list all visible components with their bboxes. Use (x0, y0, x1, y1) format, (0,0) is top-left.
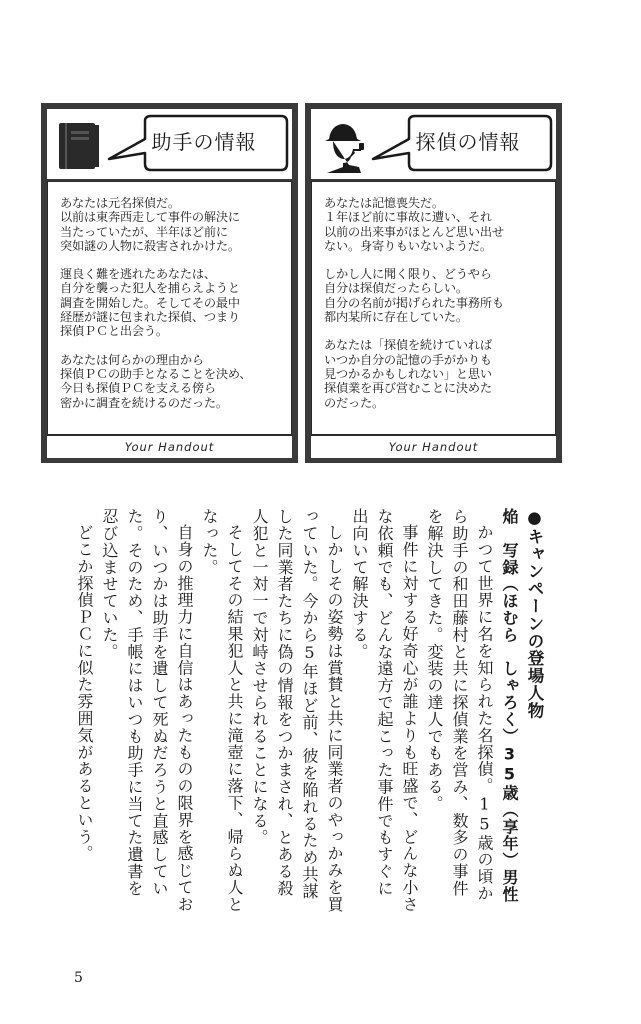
handout-paragraph: しかし人に聞く限り、どうやら 自分は探偵だったらしい。 自分の名前が掲げられた事務所も 都内某所に存在していた。 (324, 267, 504, 325)
handout-paragraph: あなたは「探偵を続けていれば いつか自分の記憶の手がかりも 見つかるかもしれない」と思い 探偵業を再び営むことに決めた のだった。 (324, 338, 492, 410)
handout-paragraph: 運良く難を逃れたあなたは、 自分を襲った犯人を捕らえようと 調査を開始した。そしてその最中 経歴が謎に包まれた探偵、つまり 探偵ＰＣと出会う。 (60, 267, 240, 339)
handout-body (311, 181, 556, 435)
handout-card-assistant (41, 103, 298, 463)
handout-footer (311, 435, 556, 458)
handout-paragraph: あなたは何らかの理由から 探偵ＰＣの助手となることを決め、 今日も探偵ＰＣを支える傍ら 密かに調査を続けるのだった。 (60, 352, 252, 410)
handout-title: 探偵の情報 (415, 129, 521, 154)
article-paragraph: どこか探偵ＰＣに似た雰囲気があるという。 (75, 524, 94, 862)
article-paragraph: しかしその姿勢は賞賛と共に同業者のやっかみを買っていた。今から5年ほど前、彼を陥れるため共謀した同業者たちに偽の情報をつかまされ、とある殺人犯と一対一で対峙させられることになる。 (250, 508, 344, 913)
book-icon (57, 119, 101, 173)
handout-card-detective (305, 103, 562, 463)
character-name-line: 焔 写録（ほむら しゃろく）35歳（享年）男性 (500, 508, 519, 903)
detective-silhouette-icon (321, 119, 365, 173)
article-paragraph: 自身の推理力に自信はあったものの限界を感じており、いつかは助手を遺して死ぬだろうと直感していた。そのため、手帳にはいつも助手に当てた遺書を忍び込ませていた。 (100, 508, 194, 913)
article-paragraph: そしてその結果犯人と共に滝壺に落下、帰らぬ人となった。 (200, 508, 244, 913)
handout-paragraph: あなたは記憶喪失だ。 １年ほど前に事故に遭い、それ 以前の出来事がほとんど思い出せ ない。身寄りもいないようだ。 (324, 196, 504, 253)
handout-body (47, 181, 292, 435)
handout-title: 助手の情報 (151, 129, 257, 154)
footer-label: Your Handout (124, 440, 215, 454)
character-article (72, 508, 547, 913)
article-paragraph: 事件に対する好奇心が誰よりも旺盛で、どんな小さな依頼でも、どんな遠方で起こった事件でもすぐに出向いて解決する。 (350, 508, 419, 913)
handout-footer (47, 435, 292, 458)
handout-header (47, 109, 292, 179)
page-number: 5 (74, 970, 83, 986)
handout-paragraph: あなたは元名探偵だ。 以前は東奔西走して事件の解決に 当たっていたが、半年ほど前に 突如謎の人物に殺害されかけた。 (60, 196, 240, 253)
article-paragraph: かつて世界に名を知られた名探偵。15歳の頃から助手の和田藤村と共に探偵業を営み、数多の事件を解決してきた。変装の達人でもある。 (425, 508, 494, 902)
footer-label: Your Handout (388, 440, 479, 454)
section-heading: ●キャンペーンの登場人物 (525, 508, 544, 720)
handout-header (311, 109, 556, 179)
